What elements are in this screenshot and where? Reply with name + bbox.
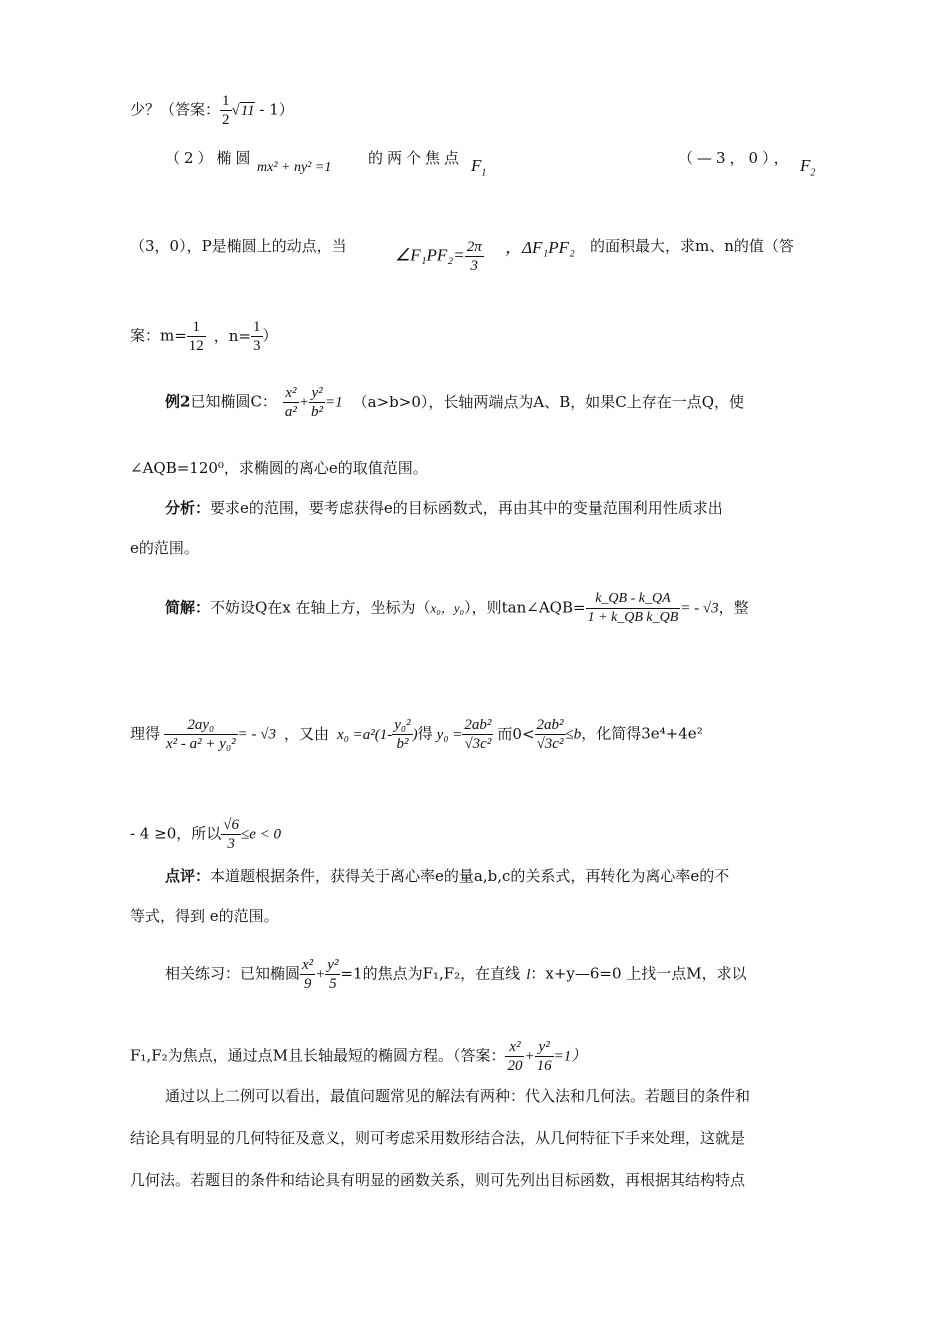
problem-2-cont: （3，0），P是椭圆上的动点，当	[130, 237, 347, 255]
text: 少？（答案：	[130, 100, 221, 119]
example-2: 例2已知椭圆C： $\frac{\text{x²}}{\text{a²}}$ + $\frac{\text{y²}}{\text{b²}}$ =1 （a>b>0），长轴两端点为A、B，如果C上存在一点Q，使	[165, 385, 745, 420]
comment-cont: 等式，得到 e的范围。	[130, 907, 279, 925]
example-2-cont: ∠AQB=120⁰，求椭圆的离心e的取值范围。	[130, 459, 428, 477]
derivation-result: - 4 ≥0，所以 $\frac{√6}{3}$ ≤e < 0	[130, 817, 282, 852]
ellipse-equation: mx² + ny² =1	[257, 160, 332, 175]
analysis-cont: e的范围。	[130, 539, 199, 557]
paragraph-line-3: 几何法。若题目的条件和结论具有明显的函数关系，则可先列出目标函数，再根据其结构特点	[130, 1171, 746, 1189]
text: （—3，0），	[678, 149, 793, 167]
angle-expression: ∠F₁PF₂= $\frac{2\pi}{3}$	[395, 239, 482, 274]
paragraph-line-1: 通过以上二例可以看出，最值问题常见的解法有两种：代入法和几何法。若题目的条件和	[165, 1087, 751, 1105]
paragraph-line-2: 结论具有明显的几何特征及意义，则可考虑采用数形结合法，从几何特征下手来处理，这就是	[130, 1129, 746, 1147]
problem-2-line: （2）椭圆	[165, 149, 255, 167]
text: - 1）	[254, 100, 294, 119]
answer-line-2: 案：m= $\frac{1}{12}$ ，n= $\frac{1}{3}$ ）	[130, 319, 278, 354]
focus-F2: $F_2$	[800, 156, 816, 179]
fraction: $\frac{1}{2}$	[222, 93, 230, 128]
solution: 简解：不妨设Q在x 在轴上方，坐标为（x₀，y₀），则tan∠AQB= $\frac{k\_QB - k\_QA}{\text{1 + k\_QB k\_QB}}$ = - √3，整	[165, 591, 749, 625]
analysis: 分析：要求e的范围，要考虑获得e的目标函数式，再由其中的变量范围利用性质求出	[165, 499, 723, 517]
example-label: 例2	[165, 392, 191, 411]
practice: 相关练习：已知椭圆 $\frac{\text{x²}}{9}$ + $\frac{\text{y²}}{5}$ =1的焦点为F₁,F₂，在直线 l：x+y—6=0 上找一点M，求以	[165, 957, 747, 992]
text: 的两个焦点	[368, 149, 464, 167]
focus-F1: $F_1$	[471, 156, 487, 179]
comment: 点评：本道题根据条件，获得关于离心率e的量a,b,c的关系式，再转化为离心率e的不	[165, 867, 730, 885]
answer-line-1	[130, 92, 294, 129]
text: 的面积最大，求m、n的值（答	[590, 237, 794, 255]
sqrt: √11	[231, 102, 255, 119]
derivation-line: 理得 $\frac{\text{2ay₀}}{\text{x² - a² + y₀²}}$ = - √3 ，又由 x₀ =a²(1- $\frac{\text{y₀²}}{\text{b²}}$ )得 y₀ = $\frac{\text{2ab²}}{\text{√3c²}}$ 而0< $\frac{\text{2ab²}}{\text{√3c²}}$ ≤b，化简得3e⁴+4e²	[130, 717, 703, 752]
practice-cont: F₁,F₂为焦点，通过点M且长轴最短的椭圆方程。（答案： $\frac{\text{x²}}{20}$ + $\frac{\text{y²}}{16}$ =1）	[130, 1039, 587, 1074]
triangle-expression: ，ΔF₁PF₂	[505, 238, 575, 257]
